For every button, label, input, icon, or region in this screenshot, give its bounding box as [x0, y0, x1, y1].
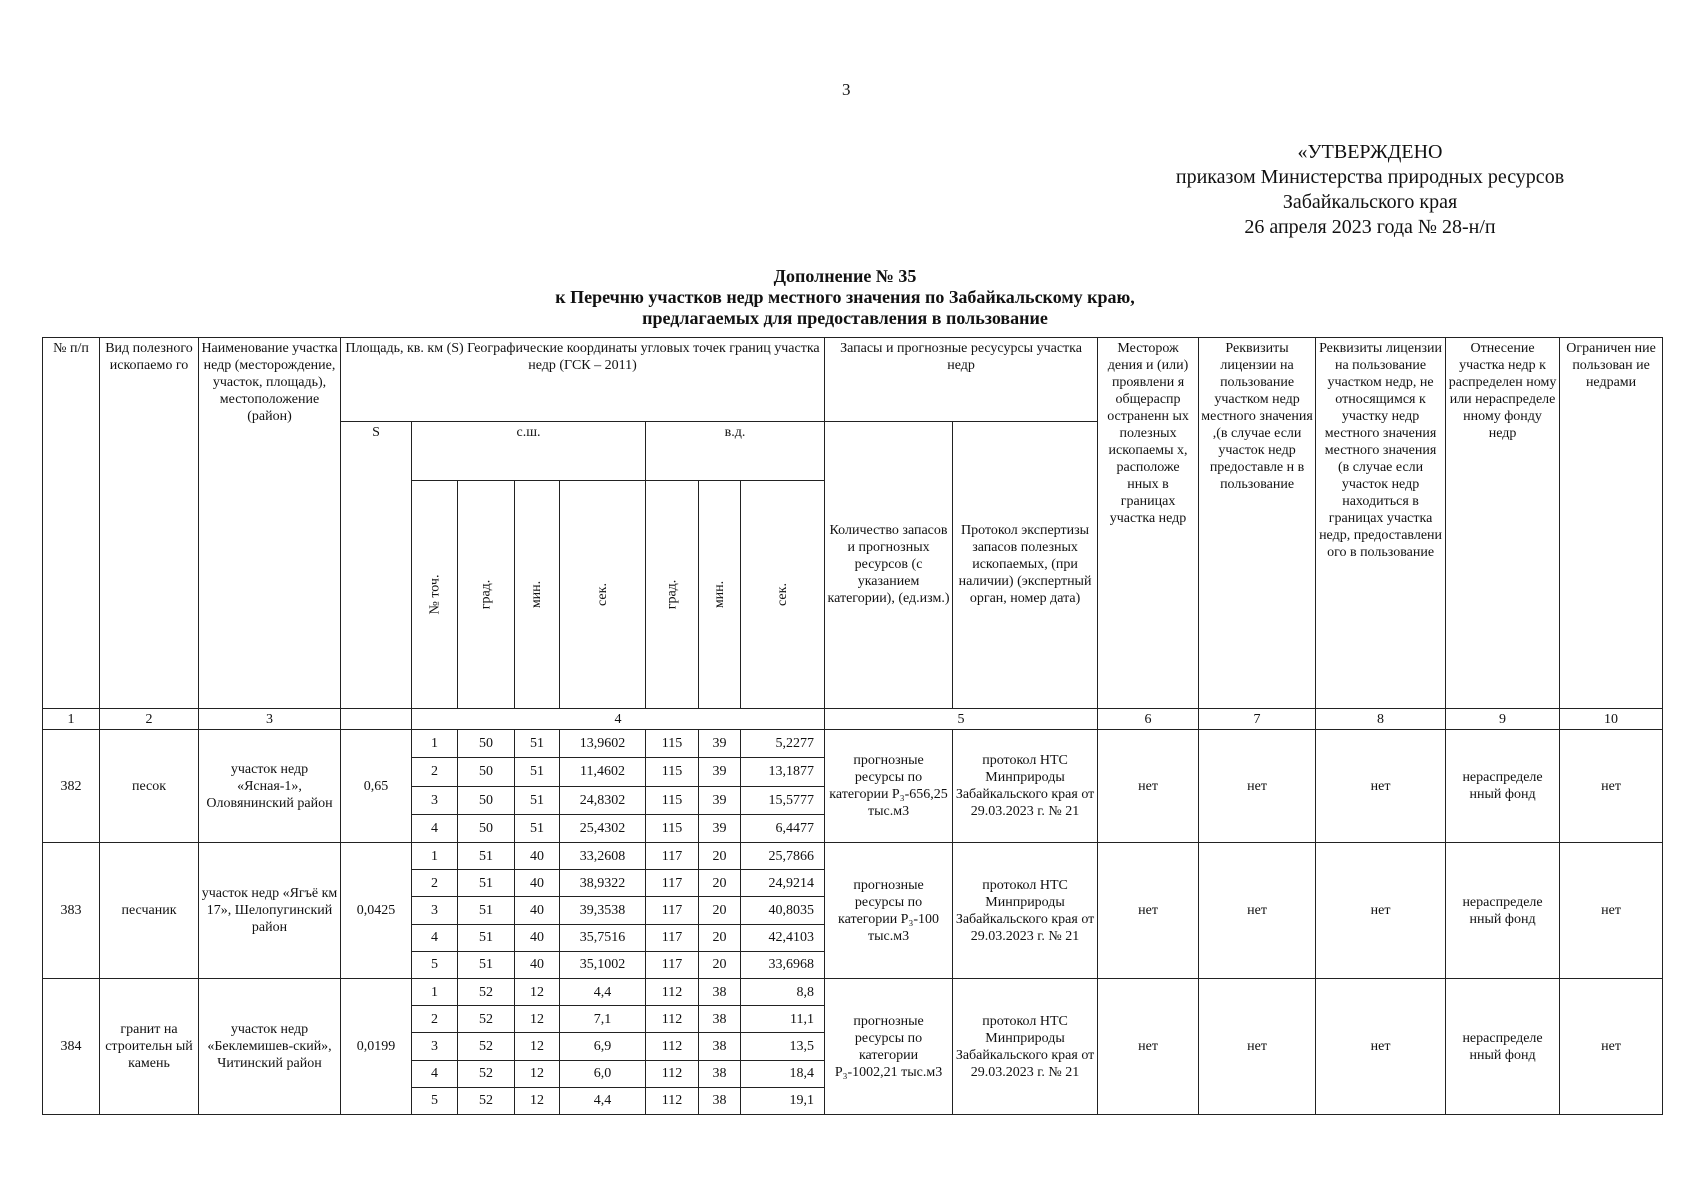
reserves-qty: прогнозные ресурсы по категории Р₃-656,25 тыс.м3 — [825, 730, 953, 843]
license-local-value: нет — [1199, 979, 1316, 1115]
lat-sec: 6,9 — [560, 1033, 646, 1060]
document-title — [380, 266, 1310, 329]
lat-sec: 6,0 — [560, 1060, 646, 1087]
colnum: 4 — [412, 709, 825, 730]
lat-deg: 52 — [458, 1087, 515, 1114]
header-lon-sec: сек. — [741, 481, 825, 709]
point-number: 3 — [412, 897, 458, 924]
colnum: 10 — [1560, 709, 1663, 730]
lon-deg: 117 — [646, 843, 699, 870]
point-number: 2 — [412, 870, 458, 897]
header-deposits: Месторож дения и (или) проявлени я общераспр остраненн ых полезных ископаемы х, расположе нных в границах участка недр — [1098, 338, 1199, 709]
lon-min: 20 — [699, 843, 741, 870]
table-row — [43, 730, 1663, 758]
colnum: 5 — [825, 709, 1098, 730]
lon-deg: 112 — [646, 1060, 699, 1087]
approval-line: Забайкальского края — [1282, 191, 1458, 213]
header-coords: Площадь, кв. км (S) Географические координаты угловых точек границ участка недр (ГСК – 2011) — [341, 338, 825, 422]
header-name: Наименование участка недр (месторождение, участок, площадь), местоположение (район) — [199, 338, 341, 709]
lat-min: 51 — [515, 730, 560, 758]
license-local-value: нет — [1199, 843, 1316, 979]
lat-deg: 50 — [458, 730, 515, 758]
reserves-qty: прогнозные ресурсы по категории Р₃-100 тыс.м3 — [825, 843, 953, 979]
lon-min: 20 — [699, 897, 741, 924]
site-area: 0,65 — [341, 730, 412, 843]
lon-min: 38 — [699, 979, 741, 1006]
lat-deg: 51 — [458, 843, 515, 870]
lat-deg: 52 — [458, 979, 515, 1006]
lon-deg: 112 — [646, 1006, 699, 1033]
lon-min: 39 — [699, 814, 741, 842]
lat-deg: 50 — [458, 814, 515, 842]
point-number: 4 — [412, 814, 458, 842]
fund-value: нераспределе нный фонд — [1446, 979, 1560, 1115]
row-number: 382 — [43, 730, 100, 843]
colnum-blank — [341, 709, 412, 730]
lat-min: 12 — [515, 1087, 560, 1114]
colnum: 3 — [199, 709, 341, 730]
lat-min: 40 — [515, 951, 560, 978]
lon-min: 39 — [699, 786, 741, 814]
lon-min: 38 — [699, 1033, 741, 1060]
lat-deg: 50 — [458, 786, 515, 814]
point-number: 1 — [412, 730, 458, 758]
lon-deg: 117 — [646, 924, 699, 951]
mineral-type: песок — [100, 730, 199, 843]
lat-sec: 38,9322 — [560, 870, 646, 897]
lon-sec: 42,4103 — [741, 924, 825, 951]
license-other-value: нет — [1316, 979, 1446, 1115]
lat-sec: 4,4 — [560, 1087, 646, 1114]
restriction-value: нет — [1560, 979, 1663, 1115]
lat-min: 40 — [515, 924, 560, 951]
lon-min: 20 — [699, 951, 741, 978]
lat-sec: 13,9602 — [560, 730, 646, 758]
restriction-value: нет — [1560, 843, 1663, 979]
header-lat-deg: град. — [458, 481, 515, 709]
colnum: 6 — [1098, 709, 1199, 730]
table-row — [43, 843, 1663, 870]
header-lat-min: мин. — [515, 481, 560, 709]
row-number: 384 — [43, 979, 100, 1115]
reserves-qty: прогнозные ресурсы по категории Р₃-1002,21 тыс.м3 — [825, 979, 953, 1115]
lat-min: 40 — [515, 870, 560, 897]
lon-sec: 13,5 — [741, 1033, 825, 1060]
colnum: 7 — [1199, 709, 1316, 730]
point-number: 2 — [412, 1006, 458, 1033]
site-area: 0,0425 — [341, 843, 412, 979]
lat-min: 12 — [515, 979, 560, 1006]
lat-min: 40 — [515, 897, 560, 924]
lon-sec: 33,6968 — [741, 951, 825, 978]
lat-sec: 35,7516 — [560, 924, 646, 951]
approval-line: «УТВЕРЖДЕНО — [1297, 141, 1443, 163]
point-number: 2 — [412, 758, 458, 786]
lon-sec: 15,5777 — [741, 786, 825, 814]
lon-deg: 115 — [646, 730, 699, 758]
lon-deg: 115 — [646, 786, 699, 814]
approval-line: 26 апреля 2023 года № 28-н/п — [1244, 216, 1496, 238]
subsoil-table — [42, 337, 1663, 1115]
header-restriction: Ограничен ние пользован ие недрами — [1560, 338, 1663, 709]
lat-sec: 24,8302 — [560, 786, 646, 814]
lon-sec: 6,4477 — [741, 814, 825, 842]
page-number: 3 — [842, 80, 851, 99]
header-lon: в.д. — [646, 421, 825, 481]
lat-sec: 35,1002 — [560, 951, 646, 978]
approval-block — [1120, 140, 1620, 240]
header-license-other: Реквизиты лицензии на пользование участком недр, не относящимся к участку недр местного значения местного значения (в случае если участок недр находиться в границах участка недр, предоставлени ого в пользование — [1316, 338, 1446, 709]
header-reserves-qty: Количество запасов и прогнозных ресурсов (с указанием категории), (ед.изм.) — [825, 421, 953, 709]
lat-deg: 52 — [458, 1006, 515, 1033]
fund-value: нераспределе нный фонд — [1446, 843, 1560, 979]
point-number: 3 — [412, 1033, 458, 1060]
approval-line: приказом Министерства природных ресурсов — [1175, 166, 1565, 188]
lat-min: 51 — [515, 758, 560, 786]
lon-sec: 18,4 — [741, 1060, 825, 1087]
lat-deg: 51 — [458, 870, 515, 897]
lat-min: 51 — [515, 786, 560, 814]
title-line: Дополнение № 35 — [773, 266, 917, 286]
protocol: протокол НТС Минприроды Забайкальского края от 29.03.2023 г. № 21 — [953, 843, 1098, 979]
lat-min: 40 — [515, 843, 560, 870]
restriction-value: нет — [1560, 730, 1663, 843]
lon-deg: 117 — [646, 951, 699, 978]
title-line: предлагаемых для предоставления в пользование — [642, 308, 1048, 328]
lat-deg: 51 — [458, 951, 515, 978]
lon-deg: 115 — [646, 758, 699, 786]
lon-min: 38 — [699, 1006, 741, 1033]
site-name: участок недр «Ясная-1», Оловянинский район — [199, 730, 341, 843]
point-number: 1 — [412, 843, 458, 870]
header-reserves: Запасы и прогнозные ресусурсы участка недр — [825, 338, 1098, 422]
fund-value: нераспределе нный фонд — [1446, 730, 1560, 843]
deposits-value: нет — [1098, 843, 1199, 979]
lon-deg: 112 — [646, 1087, 699, 1114]
header-num: № п/п — [43, 338, 100, 709]
lat-deg: 50 — [458, 758, 515, 786]
lon-sec: 11,1 — [741, 1006, 825, 1033]
colnum: 1 — [43, 709, 100, 730]
lat-sec: 25,4302 — [560, 814, 646, 842]
header-mineral: Вид полезного ископаемо го — [100, 338, 199, 709]
lon-sec: 25,7866 — [741, 843, 825, 870]
point-number: 1 — [412, 979, 458, 1006]
lat-sec: 4,4 — [560, 979, 646, 1006]
point-number: 5 — [412, 951, 458, 978]
site-name: участок недр «Ягъё км 17», Шелопугинский район — [199, 843, 341, 979]
deposits-value: нет — [1098, 979, 1199, 1115]
header-lat: с.ш. — [412, 421, 646, 481]
lon-min: 38 — [699, 1060, 741, 1087]
lon-deg: 115 — [646, 814, 699, 842]
lon-sec: 40,8035 — [741, 897, 825, 924]
protocol: протокол НТС Минприроды Забайкальского края от 29.03.2023 г. № 21 — [953, 730, 1098, 843]
protocol: протокол НТС Минприроды Забайкальского края от 29.03.2023 г. № 21 — [953, 979, 1098, 1115]
colnum: 2 — [100, 709, 199, 730]
point-number: 5 — [412, 1087, 458, 1114]
lon-sec: 13,1877 — [741, 758, 825, 786]
license-local-value: нет — [1199, 730, 1316, 843]
lat-sec: 33,2608 — [560, 843, 646, 870]
mineral-type: гранит на строительн ый камень — [100, 979, 199, 1115]
lon-sec: 19,1 — [741, 1087, 825, 1114]
lon-deg: 117 — [646, 870, 699, 897]
lon-deg: 112 — [646, 1033, 699, 1060]
point-number: 3 — [412, 786, 458, 814]
lon-min: 38 — [699, 1087, 741, 1114]
lon-deg: 112 — [646, 979, 699, 1006]
mineral-type: песчаник — [100, 843, 199, 979]
header-s: S — [341, 421, 412, 709]
lon-min: 20 — [699, 924, 741, 951]
lat-min: 12 — [515, 1060, 560, 1087]
lon-sec: 24,9214 — [741, 870, 825, 897]
header-lon-deg: град. — [646, 481, 699, 709]
lat-deg: 52 — [458, 1033, 515, 1060]
lat-deg: 51 — [458, 897, 515, 924]
lat-sec: 7,1 — [560, 1006, 646, 1033]
header-point: № точ. — [412, 481, 458, 709]
site-area: 0,0199 — [341, 979, 412, 1115]
header-fund: Отнесение участка недр к распределен ному или нераспределе нному фонду недр — [1446, 338, 1560, 709]
lon-sec: 5,2277 — [741, 730, 825, 758]
lon-min: 39 — [699, 758, 741, 786]
lon-sec: 8,8 — [741, 979, 825, 1006]
row-number: 383 — [43, 843, 100, 979]
header-license-local: Реквизиты лицензии на пользование участком недр местного значения ,(в случае если участок недр предоставле н в пользование — [1199, 338, 1316, 709]
lat-min: 12 — [515, 1033, 560, 1060]
lat-min: 12 — [515, 1006, 560, 1033]
table-row — [43, 979, 1663, 1006]
lat-sec: 11,4602 — [560, 758, 646, 786]
lat-min: 51 — [515, 814, 560, 842]
lat-deg: 51 — [458, 924, 515, 951]
colnum: 8 — [1316, 709, 1446, 730]
lon-deg: 117 — [646, 897, 699, 924]
license-other-value: нет — [1316, 730, 1446, 843]
lat-sec: 39,3538 — [560, 897, 646, 924]
header-lon-min: мин. — [699, 481, 741, 709]
lon-min: 39 — [699, 730, 741, 758]
lon-min: 20 — [699, 870, 741, 897]
point-number: 4 — [412, 924, 458, 951]
title-line: к Перечню участков недр местного значения по Забайкальскому краю, — [555, 287, 1135, 307]
header-lat-sec: сек. — [560, 481, 646, 709]
deposits-value: нет — [1098, 730, 1199, 843]
header-protocol: Протокол экспертизы запасов полезных ископаемых, (при наличии) (экспертный орган, номер дата) — [953, 421, 1098, 709]
point-number: 4 — [412, 1060, 458, 1087]
colnum: 9 — [1446, 709, 1560, 730]
site-name: участок недр «Беклемишев-ский», Читинский район — [199, 979, 341, 1115]
lat-deg: 52 — [458, 1060, 515, 1087]
license-other-value: нет — [1316, 843, 1446, 979]
